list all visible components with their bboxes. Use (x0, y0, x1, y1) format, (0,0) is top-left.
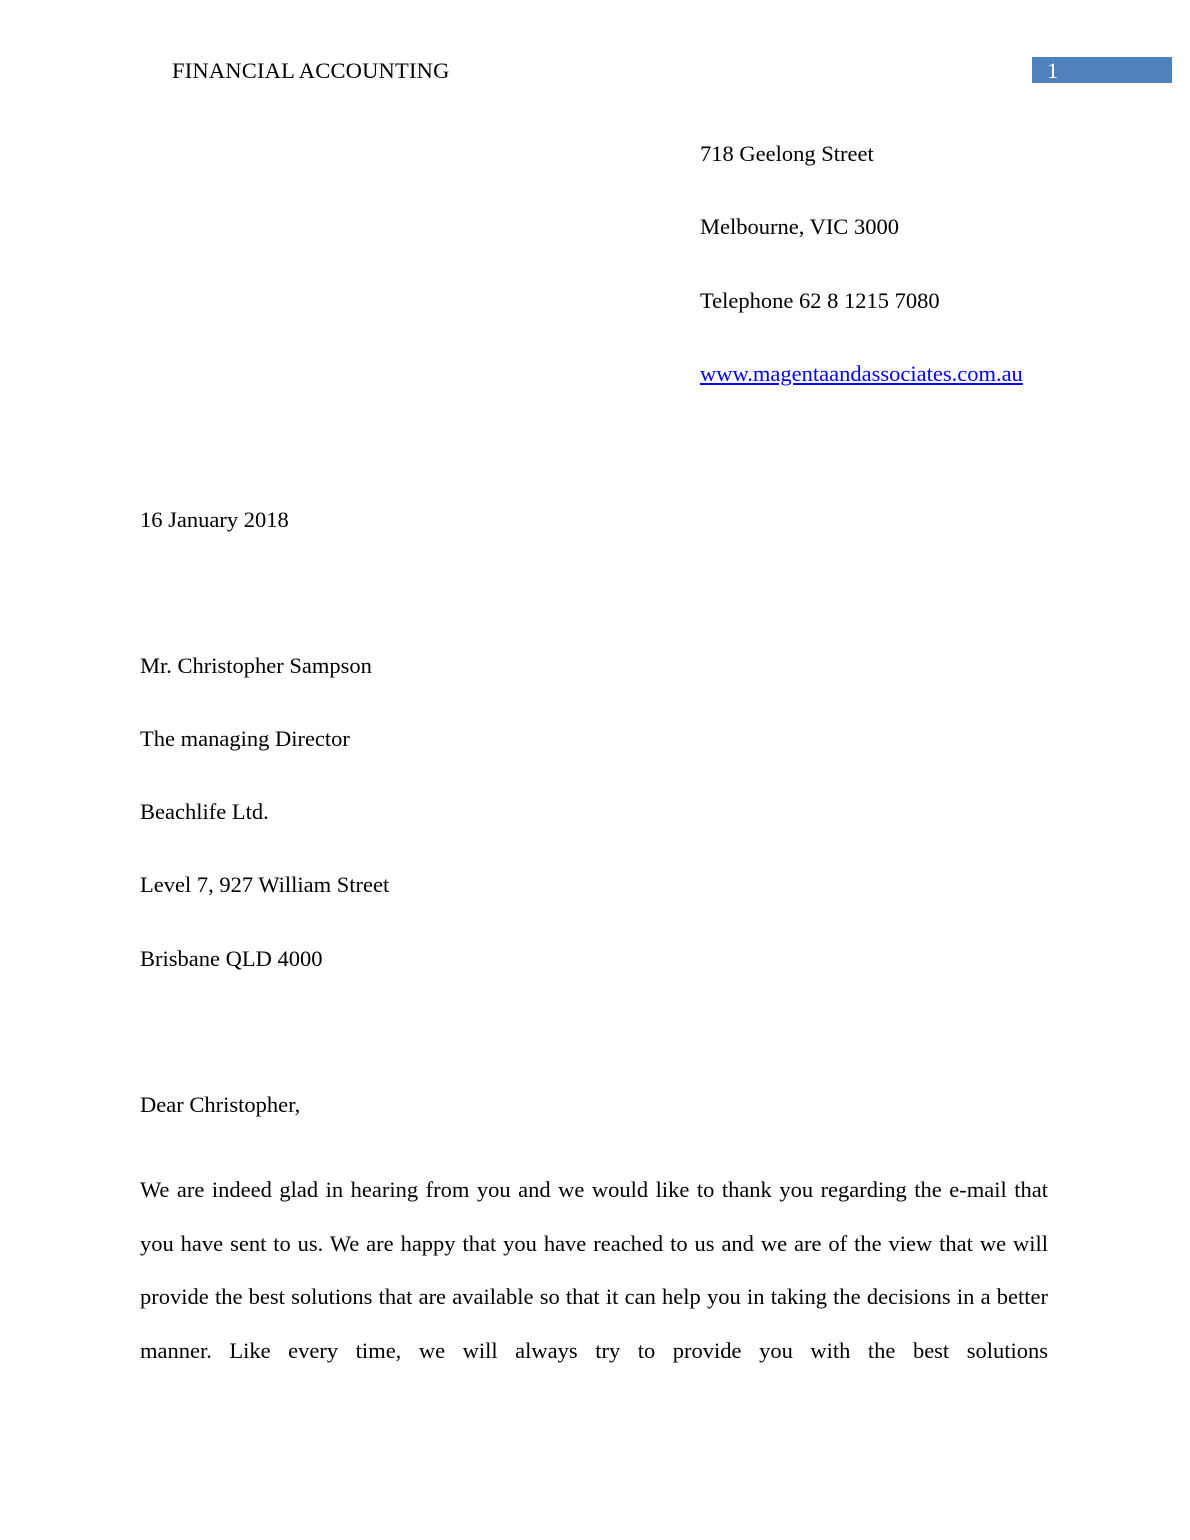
recipient-address-line1: Level 7, 927 William Street (140, 872, 390, 897)
body-paragraph: We are indeed glad in hearing from you and we would like to thank you regarding the e-mail that you have sent to us. We are happy that you have reached to us and we are of the view that we will provide the best solutions that are available so that it can help you in taking the decisions in a better manner. Like every time, we will always try to provide you with the best solutions (140, 1177, 1048, 1363)
recipient-company: Beachlife Ltd. (140, 799, 269, 824)
page-number: 1 (1047, 58, 1059, 83)
recipient-name: Mr. Christopher Sampson (140, 653, 372, 678)
sender-telephone: Telephone 62 8 1215 7080 (700, 288, 940, 313)
recipient-title: The managing Director (140, 726, 350, 751)
sender-street: 718 Geelong Street (700, 141, 874, 166)
salutation: Dear Christopher, (140, 1092, 301, 1117)
header-title: FINANCIAL ACCOUNTING (172, 58, 450, 83)
recipient-address-line2: Brisbane QLD 4000 (140, 946, 323, 971)
sender-city: Melbourne, VIC 3000 (700, 214, 899, 239)
sender-website-link[interactable]: www.magentaandassociates.com.au (700, 361, 1023, 386)
letter-date: 16 January 2018 (140, 507, 289, 532)
page-number-box (1032, 57, 1172, 83)
